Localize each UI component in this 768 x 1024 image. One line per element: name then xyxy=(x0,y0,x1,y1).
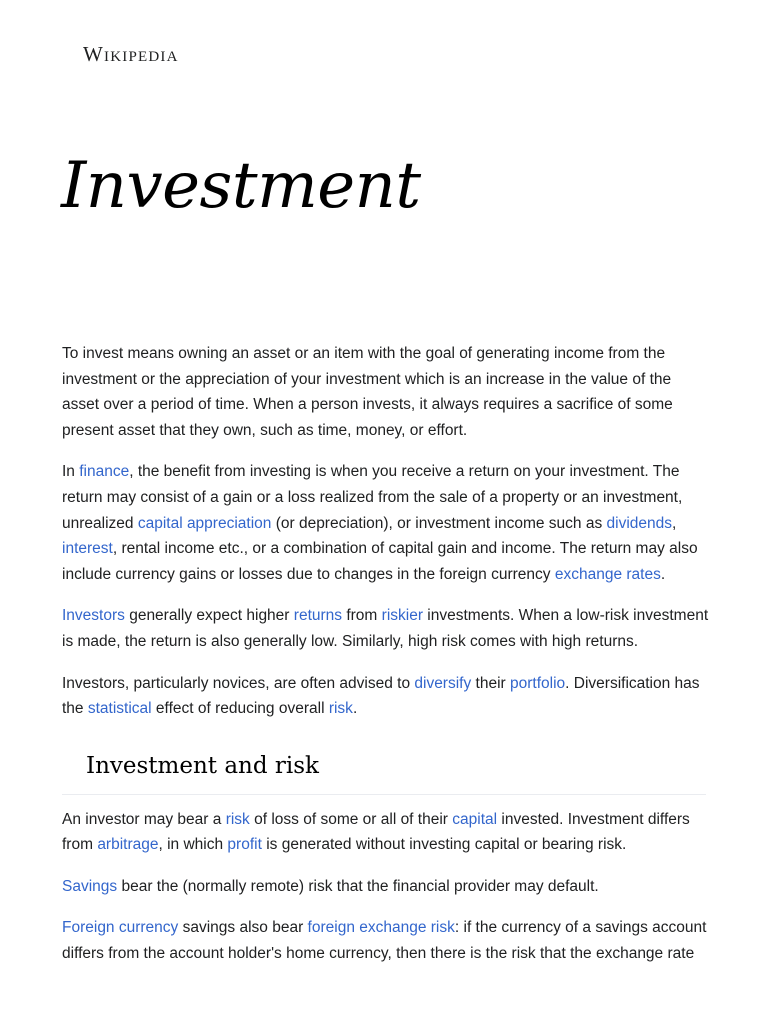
link-returns[interactable]: returns xyxy=(293,607,343,625)
link-riskier[interactable]: riskier xyxy=(381,607,423,625)
link-interest[interactable]: interest xyxy=(62,540,113,558)
text-span: investments. When a low-risk investment is made, the return is also generally low. Similarly, high risk comes with high returns. xyxy=(62,607,709,650)
text-span: . Diversification has the xyxy=(62,674,700,718)
text-span: bear the (normally remote) risk that the financial provider may default. xyxy=(117,877,599,895)
text-span: from xyxy=(342,607,382,625)
text-span: effect of reducing overall xyxy=(151,700,329,718)
link-arbitrage[interactable]: arbitrage xyxy=(97,836,159,854)
link-exchange-rates[interactable]: exchange rates xyxy=(554,565,661,583)
link-statistical[interactable]: statistical xyxy=(87,700,152,718)
link-capital[interactable]: capital xyxy=(452,810,498,828)
text-span: of loss of some or all of their xyxy=(249,810,453,828)
text-span: savings also bear xyxy=(178,919,308,937)
page-title: Investment xyxy=(61,149,421,223)
text-span: . xyxy=(352,700,358,718)
link-foreign-currency[interactable]: Foreign currency xyxy=(62,919,179,937)
intro-paragraph-1: To invest means owning an asset or an item with the goal of generating income from the investment or the appreciation of your investment which is an increase in the value of the asset over a period of time. When a person invests, it always requires a sacrifice of some present asset that they own, such as time, money, or effort. xyxy=(62,345,673,439)
link-finance[interactable]: finance xyxy=(79,463,130,481)
text-span: invested. Investment differs from xyxy=(62,810,690,854)
article-content xyxy=(62,341,710,983)
link-profit[interactable]: profit xyxy=(227,836,262,854)
text-span: generally expect higher xyxy=(124,607,294,625)
section-paragraph-2 xyxy=(62,874,710,900)
intro-paragraph-3 xyxy=(62,603,710,654)
section-divider xyxy=(62,794,706,795)
link-diversify[interactable]: diversify xyxy=(414,674,472,692)
text-span: . xyxy=(660,565,666,583)
text-span: An investor may bear a xyxy=(62,810,226,828)
link-capital-appreciation[interactable]: capital appreciation xyxy=(137,514,272,532)
wikipedia-logo[interactable]: Wikipedia xyxy=(83,42,179,66)
text-span: their xyxy=(471,674,510,692)
text-span: Investors, particularly novices, are often advised to xyxy=(62,674,415,692)
link-savings[interactable]: Savings xyxy=(62,877,118,895)
link-portfolio[interactable]: portfolio xyxy=(510,674,566,692)
link-dividends[interactable]: dividends xyxy=(606,514,673,532)
section-paragraph-1 xyxy=(62,807,710,858)
text-span: , the benefit from investing is when you receive a return on your investment. The return may consist of a gain or a loss realized from the sale of a property or an investment, unrealized xyxy=(62,463,683,532)
text-span: In xyxy=(62,463,80,481)
intro-paragraph-4 xyxy=(62,671,710,722)
text-span: : if the currency of a savings account differs from the account holder's home currency, then there is the risk that the exchange rate xyxy=(62,919,707,962)
link-investors[interactable]: Investors xyxy=(62,607,125,625)
text-span: (or depreciation), or investment income such as xyxy=(271,514,607,532)
text-span: is generated without investing capital or bearing risk. xyxy=(261,836,627,854)
text-span: , xyxy=(672,514,677,532)
link-risk[interactable]: risk xyxy=(225,810,250,828)
text-span: , in which xyxy=(158,836,228,854)
section-paragraph-3 xyxy=(62,915,710,966)
section-heading-investment-and-risk[interactable]: Investment and risk xyxy=(86,752,319,779)
intro-paragraph-2 xyxy=(62,459,710,587)
link-risk[interactable]: risk xyxy=(328,700,353,718)
link-foreign-exchange-risk[interactable]: foreign exchange risk xyxy=(307,919,455,937)
text-span: , rental income etc., or a combination of capital gain and income. The return may also include currency gains or losses due to changes in the foreign currency xyxy=(62,540,698,583)
